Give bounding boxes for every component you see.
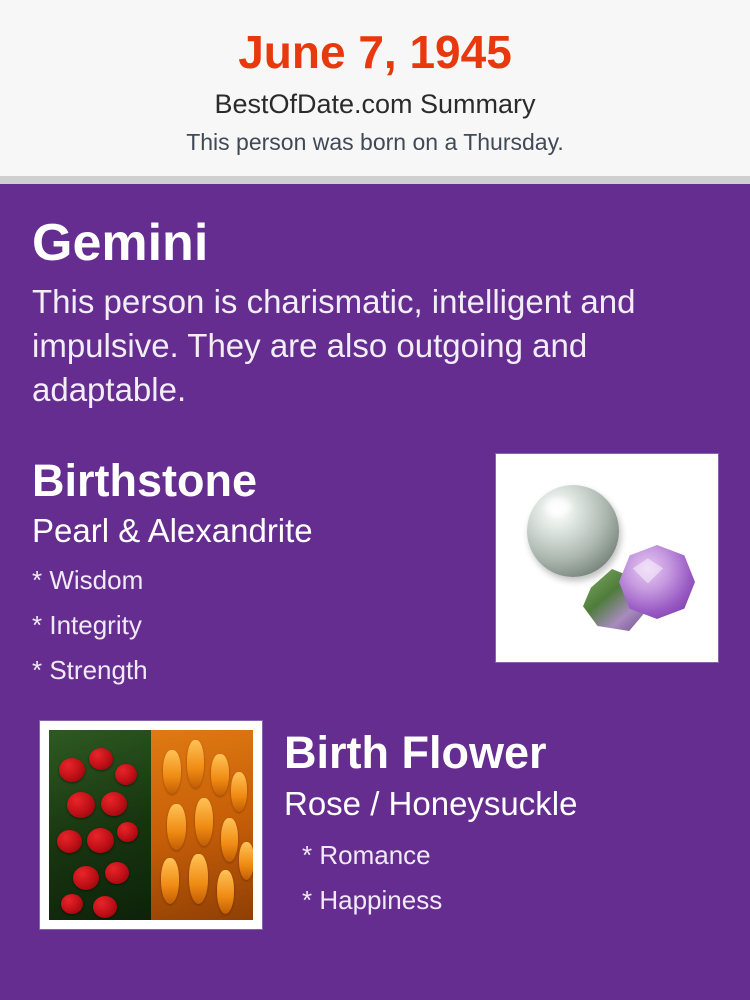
birth-flower-subtitle: Rose / Honeysuckle [284,785,578,822]
birthstone-subtitle: Pearl & Alexandrite [32,512,313,549]
honeysuckle-icon [151,730,253,920]
header-subtitle: This person was born on a Thursday. [186,129,564,155]
birthstone-trait: * Strength [32,655,148,685]
zodiac-description: This person is charismatic, intelligent and impulsive. They are also outgoing and adaptable. [32,283,636,408]
birthstone-section [32,454,718,693]
birth-flower-title: Birth Flower [284,727,547,778]
birthstone-title: Birthstone [32,455,257,506]
birthstone-trait: * Wisdom [32,565,144,595]
birth-flower-image [49,730,253,920]
alexandrite-icon [583,539,695,635]
birthstone-trait: * Integrity [32,610,142,640]
birth-flower-section [32,721,718,936]
birthstone-image [505,463,709,653]
zodiac-name: Gemini [32,214,209,272]
birthstone-photo [496,454,718,662]
alexandrite-gem-icon [619,545,695,619]
page-title: June 7, 1945 [238,26,512,78]
birth-flower-trait: * Happiness [302,885,443,915]
birth-flower-text [284,721,718,923]
header-divider [0,176,750,184]
roses-icon [49,730,151,920]
site-name: BestOfDate.com Summary [214,89,536,119]
header [0,0,750,176]
birth-flower-photo [40,721,262,929]
birthstone-text [32,454,472,693]
content-body [0,184,750,936]
zodiac-section [32,212,718,412]
birth-flower-trait: * Romance [302,840,431,870]
